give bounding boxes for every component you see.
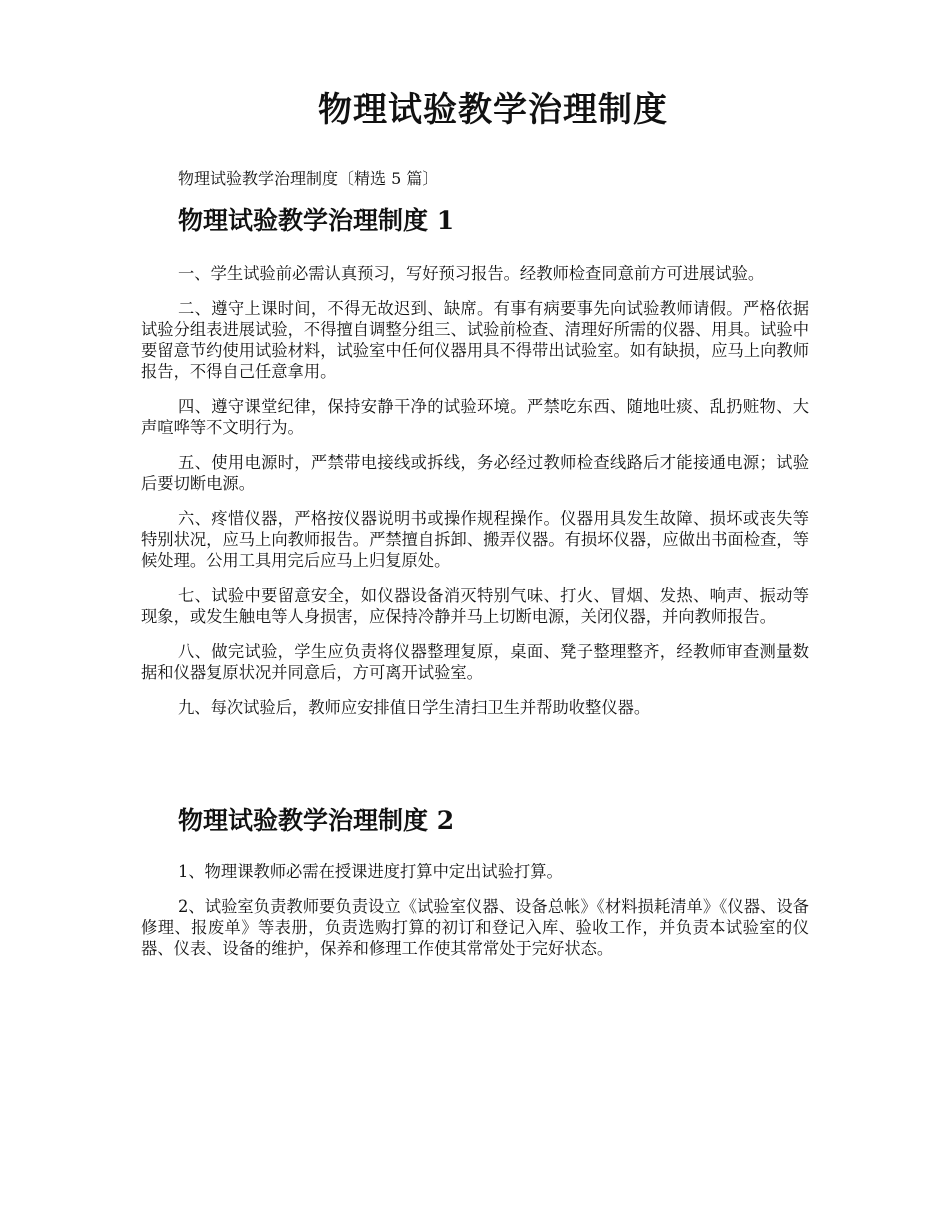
- paragraph: 五、使用电源时，严禁带电接线或拆线，务必经过教师检查线路后才能接通电源；试验后要切断电源。: [141, 453, 809, 493]
- paragraph: 二、遵守上课时间，不得无故迟到、缺席。有事有病要事先向试验教师请假。严格依据试验分组表进展试验，不得擅自调整分组三、试验前检查、清理好所需的仪器、用具。试验中要留意节约使用试验材料，试验室中任何仪器用具不得带出试验室。如有缺损，应马上向教师报告，不得自己任意拿用。: [141, 299, 809, 381]
- paragraph: 六、疼惜仪器，严格按仪器说明书或操作规程操作。仪器用具发生故障、损坏或丧失等特别状况，应马上向教师报告。严禁擅自拆卸、搬弄仪器。有损坏仪器，应做出书面检查，等候处理。公用工具用完后应马上归复原处。: [141, 509, 809, 570]
- paragraph: 一、学生试验前必需认真预习，写好预习报告。经教师检查同意前方可进展试验。: [178, 264, 765, 283]
- paragraph: 1、物理课教师必需在授课进度打算中定出试验打算。: [178, 862, 563, 881]
- section-2-body: [141, 861, 809, 973]
- section-1-heading: 物理试验教学治理制度 1: [178, 206, 455, 235]
- paragraph: 2、试验室负责教师要负责设立《试验室仪器、设备总帐》《材料损耗清单》《仪器、设备修理、报废单》等表册，负责选购打算的初订和登记入库、验收工作，并负责本试验室的仪器、仪表、设备的维护，保养和修理工作使其常常处于完好状态。: [141, 897, 809, 958]
- document-title: 物理试验教学治理制度: [318, 90, 668, 130]
- paragraph: 九、每次试验后，教师应安排值日学生清扫卫生并帮助收整仪器。: [178, 698, 651, 717]
- section-2-heading: 物理试验教学治理制度 2: [178, 806, 455, 835]
- document-subtitle: 物理试验教学治理制度〔精选 5 篇〕: [178, 169, 439, 188]
- paragraph: 八、做完试验，学生应负责将仪器整理复原，桌面、凳子整理整齐，经教师审查测量数据和仪器复原状况并同意后，方可离开试验室。: [141, 642, 809, 682]
- paragraph: 七、试验中要留意安全，如仪器设备消灭特别气味、打火、冒烟、发热、响声、振动等现象，或发生触电等人身损害，应保持冷静并马上切断电源，关闭仪器，并向教师报告。: [141, 586, 809, 626]
- section-1-body: [141, 263, 809, 732]
- paragraph: 四、遵守课堂纪律，保持安静干净的试验环境。严禁吃东西、随地吐痰、乱扔赃物、大声喧哗等不文明行为。: [141, 397, 809, 437]
